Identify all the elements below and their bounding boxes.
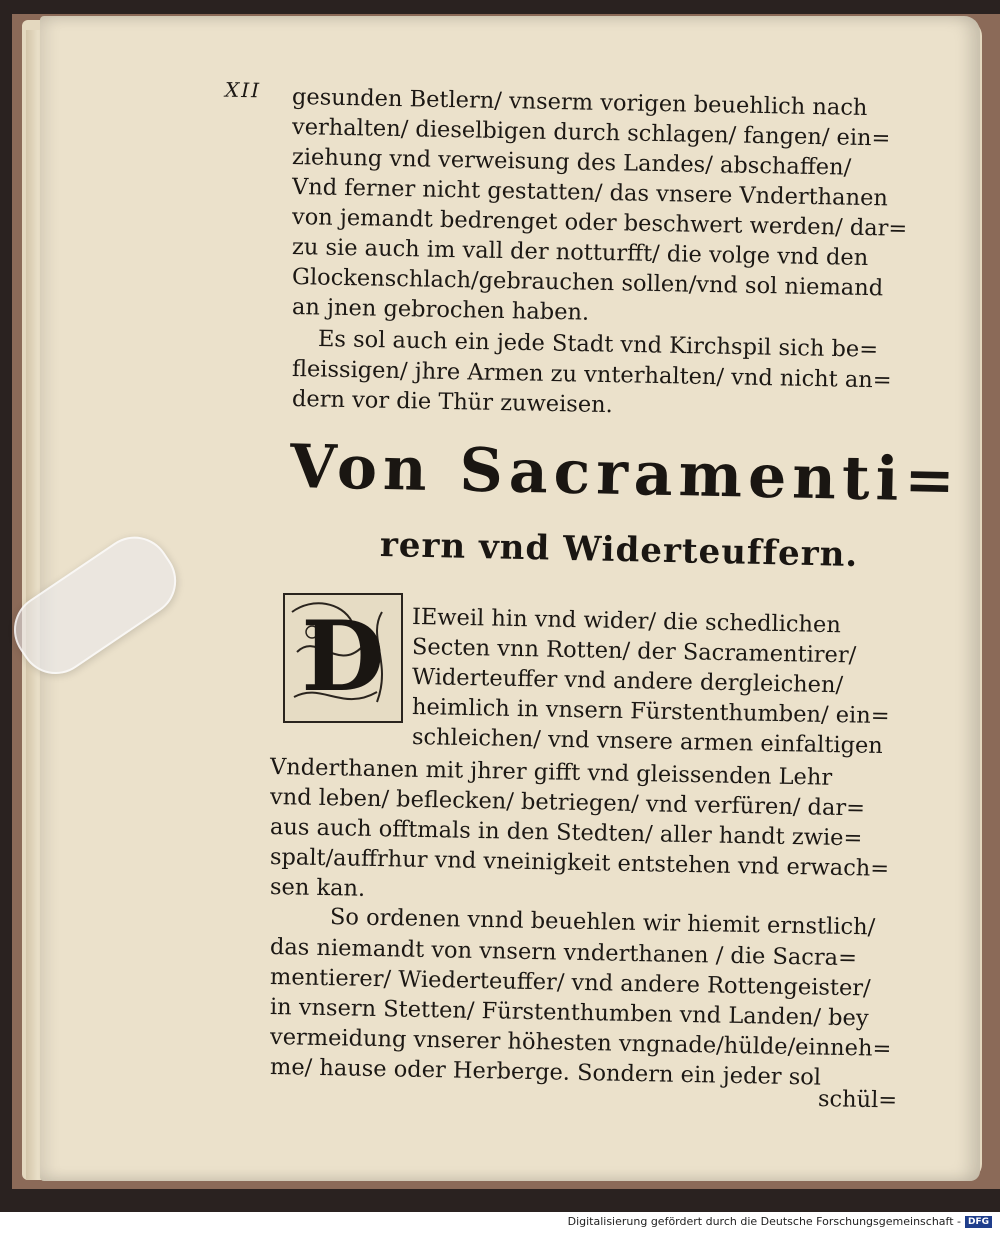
text-line: gesunden Betlern/ vnserm vorigen beuehlich nach [291, 84, 868, 122]
text-line: heimlich in vnsern Fürstenthumben/ ein= [411, 694, 890, 730]
text-line: vermeidung vnserer höhesten vngnade/hülde/einneh= [269, 1024, 892, 1062]
text-line: me/ hause oder Herberge. Sondern ein jeder sol [269, 1054, 822, 1091]
text-line: an jnen gebrochen haben. [291, 294, 590, 326]
text-line: verhalten/ dieselbigen durch schlagen/ fangen/ ein= [291, 114, 891, 152]
decorated-initial [282, 592, 404, 724]
text-line: IEweil hin vnd wider/ die schedlichen [411, 604, 842, 639]
text-line: Glockenschlach/gebrauchen sollen/vnd sol niemand [291, 264, 884, 302]
text-line: So ordenen vnnd beuehlen wir hiemit ernstlich/ [329, 904, 876, 941]
text-line: Es sol auch ein jede Stadt vnd Kirchspil sich be= [317, 326, 879, 363]
text-line: Vnd ferner nicht gestatten/ das vnsere Vnderthanen [291, 174, 889, 212]
footer [568, 1215, 992, 1228]
text-line: dern vor die Thür zuweisen. [291, 386, 614, 419]
text-line: fleissigen/ jhre Armen zu vnterhalten/ vnd nicht an= [291, 356, 892, 394]
text-line: das niemandt von vnsern vnderthanen / die Sacra= [269, 934, 858, 972]
text-line: aus auch offtmals in den Stedten/ aller handt zwie= [269, 814, 863, 852]
text-line: in vnsern Stetten/ Fürstenthumben vnd Landen/ bey [269, 994, 869, 1032]
text-line: vnd leben/ beflecken/ betriegen/ vnd verfüren/ dar= [269, 784, 866, 822]
catchword: schül= [817, 1086, 898, 1114]
initial-letter: D [301, 600, 385, 713]
text-line: Widerteuffer vnd andere dergleichen/ [411, 664, 844, 699]
footer-text: Digitalisierung gefördert durch die Deutsche Forschungsgemeinschaft - [567, 1215, 961, 1228]
text-line: ziehung vnd verweisung des Landes/ abschaffen/ [291, 144, 852, 181]
folio-number: XII [224, 77, 262, 103]
text-line: sen kan. [269, 874, 366, 902]
text-line: schleichen/ vnd vnsere armen einfaltigen [411, 724, 884, 760]
text-line: von jemandt bedrenget oder beschwert werden/ dar= [291, 204, 908, 242]
text-line: spalt/auffrhur vnd vneinigkeit entstehen vnd erwach= [269, 844, 890, 882]
text-line: Secten vnn Rotten/ der Sacramentirer/ [411, 634, 857, 669]
section-heading: Von Sacramenti= [289, 432, 962, 517]
dfg-logo: DFG [965, 1216, 992, 1228]
text-line: mentierer/ Wiederteuffer/ vnd andere Rottengeister/ [269, 964, 871, 1002]
text-line: Vnderthanen mit jhrer gifft vnd gleissenden Lehr [269, 754, 833, 791]
section-subheading: rern vnd Widerteuffern. [379, 525, 859, 576]
text-line: zu sie auch im vall der notturfft/ die volge vnd den [291, 234, 869, 272]
